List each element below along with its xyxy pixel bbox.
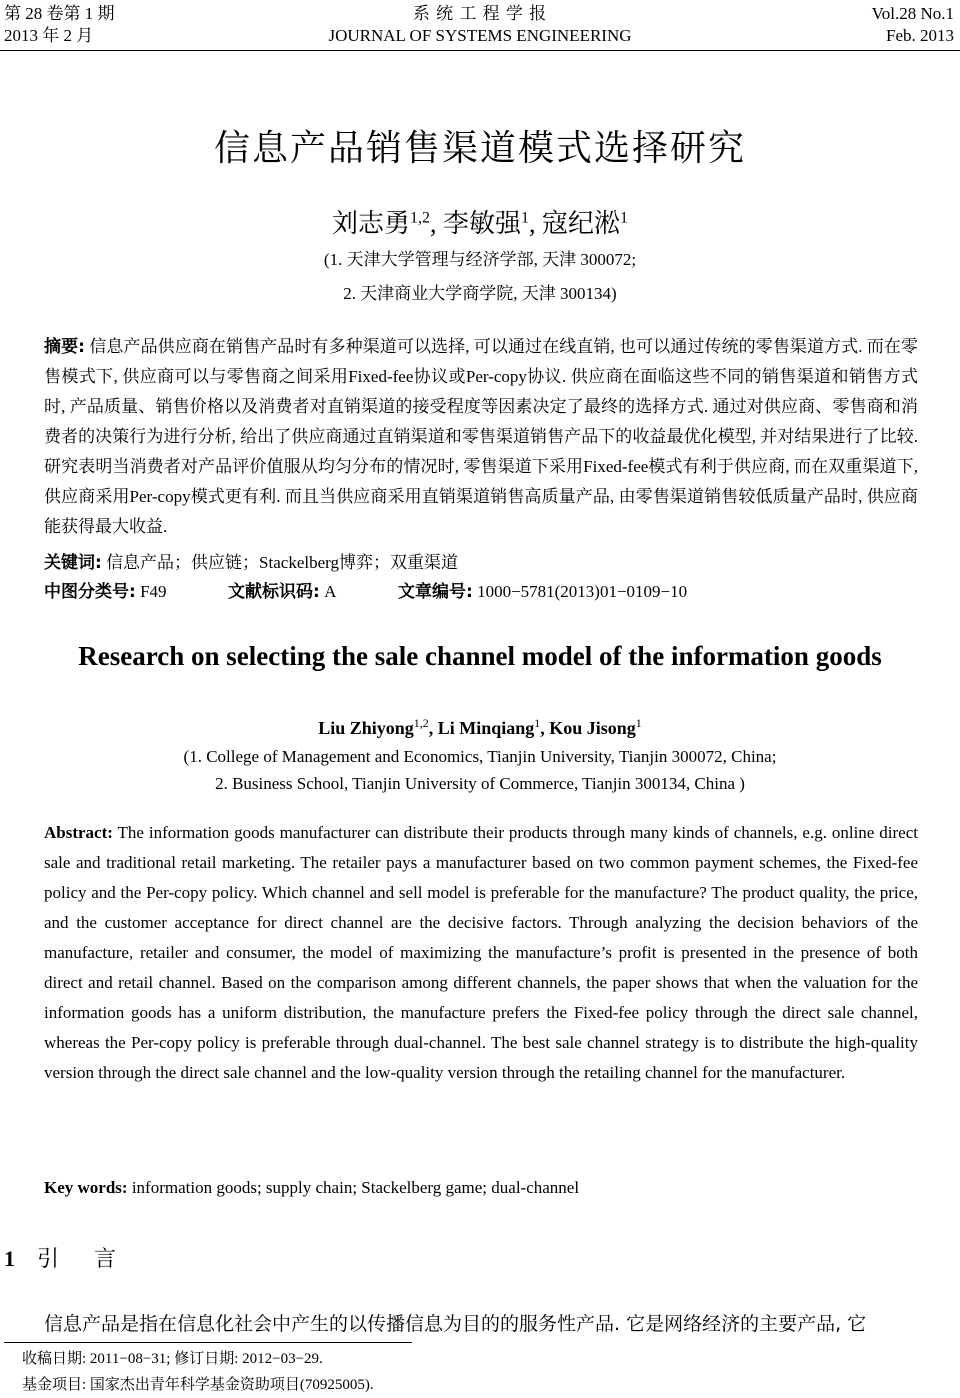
affiliation-en-1: (1. College of Management and Economics, Tianjin University, Tianjin 300072, China;: [183, 747, 777, 766]
header-journal-en: JOURNAL OF SYSTEMS ENGINEERING: [328, 26, 632, 45]
abstract-en-text: The information goods manufacturer can distribute their products through many kinds of channels, e.g. online direct sale and traditional retail marketing. The retailer pays a manufacturer based on two common payment schemes, the Fixed-fee policy and the Per-copy policy. Which channel and sell model is preferable for the manufacture? The product quality, the price, and the customer acceptance for direct channel are the decisive factors. Through analyzing the decision behaviors of the manufacture, retailer and consumer, the model of maximizing the manufacture’s profit is presented in the presence of both direct and retail channel. Based on the comparison among different channels, the paper shows that when the valuation for the information goods has a uniform distribution, the manufacture prefers the Fixed-fee policy through the direct sale channel, whereas the Per-copy policy is preferable through dual-channel. The best sale channel strategy is to distribute the high-quality version through the direct sale channel and the low-quality version through the retailing channel for the manufacturer.: [44, 823, 918, 1082]
author-en: Li Minqiang$^1$,: [437, 716, 550, 738]
section-number: 1: [4, 1246, 15, 1271]
section-heading: [4, 1244, 130, 1275]
author-cn: 李敏强$^1$,: [442, 208, 542, 238]
header-volume-en: Vol.28 No.1: [871, 4, 954, 23]
header-date-en: Feb. 2013: [886, 26, 954, 45]
paper-title-cn: 信息产品销售渠道模式选择研究: [213, 128, 746, 169]
header-date-cn: 2013 年 2 月: [4, 26, 94, 45]
author-en: Liu Zhiyong$^{1,2}$,: [318, 716, 438, 738]
author-cn: 刘志勇$^{1,2}$,: [331, 208, 443, 238]
abstract-cn-label: 摘要:: [44, 337, 85, 357]
header-row-1: [0, 3, 960, 25]
clc-number: 中图分类号: F49: [44, 582, 167, 602]
author-list-en: [0, 710, 960, 741]
body-paragraph: 信息产品是指在信息化社会中产生的以传播信息为目的的服务性产品. 它是网络经济的主要产品, 它: [44, 1313, 867, 1335]
abstract-cn-text: 信息产品供应商在销售产品时有多种渠道可以选择, 可以通过在线直销, 也可以通过传统的零售渠道方式. 而在零售模式下, 供应商可以与零售商之间采用Fixed-fee协议或Per-copy协议. 供应商在面临这些不同的销售渠道和销售方式时, 产品质量、销售价格以及消费者对直销渠道的接受程度等因素决定了最终的选择方式. 通过对供应商、零售商和消费者的决策行为进行分析, 给出了供应商通过直销渠道和零售渠道销售产品下的收益最优化模型, 并对结果进行了比较. 研究表明当消费者对产品评价值服从均匀分布的情况时, 零售渠道下采用Fixed-fee模式有利于供应商, 而在双重渠道下, 供应商采用Per-copy模式更有利. 而且当供应商采用直销渠道销售高质量产品, 由零售渠道销售较低质量产品时, 供应商能获得最大收益.: [44, 337, 919, 536]
keywords-en: [44, 1174, 918, 1202]
abstract-cn: [44, 332, 918, 542]
abstract-en-label: Abstract:: [44, 823, 113, 842]
section-title: 引 言: [37, 1247, 130, 1272]
classification-line: [44, 580, 918, 604]
keywords-cn: [44, 551, 918, 575]
keywords-cn-label: 关键词:: [44, 553, 102, 573]
abstract-en: [44, 818, 918, 1088]
footnote-rule: [4, 1342, 412, 1343]
affiliation-cn-2: 2. 天津商业大学商学院, 天津 300134): [343, 284, 617, 303]
author-en: Kou Jisong$^1$: [549, 716, 642, 738]
affiliation-cn-1: (1. 天津大学管理与经济学部, 天津 300072;: [323, 250, 637, 269]
document-code: 文献标识码: A: [228, 582, 337, 602]
affiliation-en-2: 2. Business School, Tianjin University of Commerce, Tianjin 300134, China ): [215, 774, 745, 793]
keywords-en-label: Key words:: [44, 1178, 128, 1197]
author-list-cn: [0, 200, 960, 242]
paper-title-en: Research on selecting the sale channel model of the information goods: [78, 641, 882, 671]
header-volume-cn: 第 28 卷第 1 期: [4, 4, 115, 23]
author-cn: 寇纪淞$^1$: [542, 208, 629, 238]
footnote-received: 收稿日期: 2011−08−31; 修订日期: 2012−03−29.: [22, 1351, 323, 1367]
keywords-cn-text: 信息产品；供应链；Stackelberg博弈；双重渠道: [106, 553, 458, 572]
footnote-fund: 基金项目: 国家杰出青年科学基金资助项目(70925005).: [22, 1377, 374, 1393]
header-journal-cn: 系 统 工 程 学 报: [412, 4, 548, 23]
keywords-en-text: information goods; supply chain; Stackelberg game; dual-channel: [131, 1178, 580, 1197]
header-rule: [0, 50, 960, 51]
article-number: 文章编号: 1000−5781(2013)01−0109−10: [398, 582, 688, 602]
header-row-2: [0, 25, 960, 47]
